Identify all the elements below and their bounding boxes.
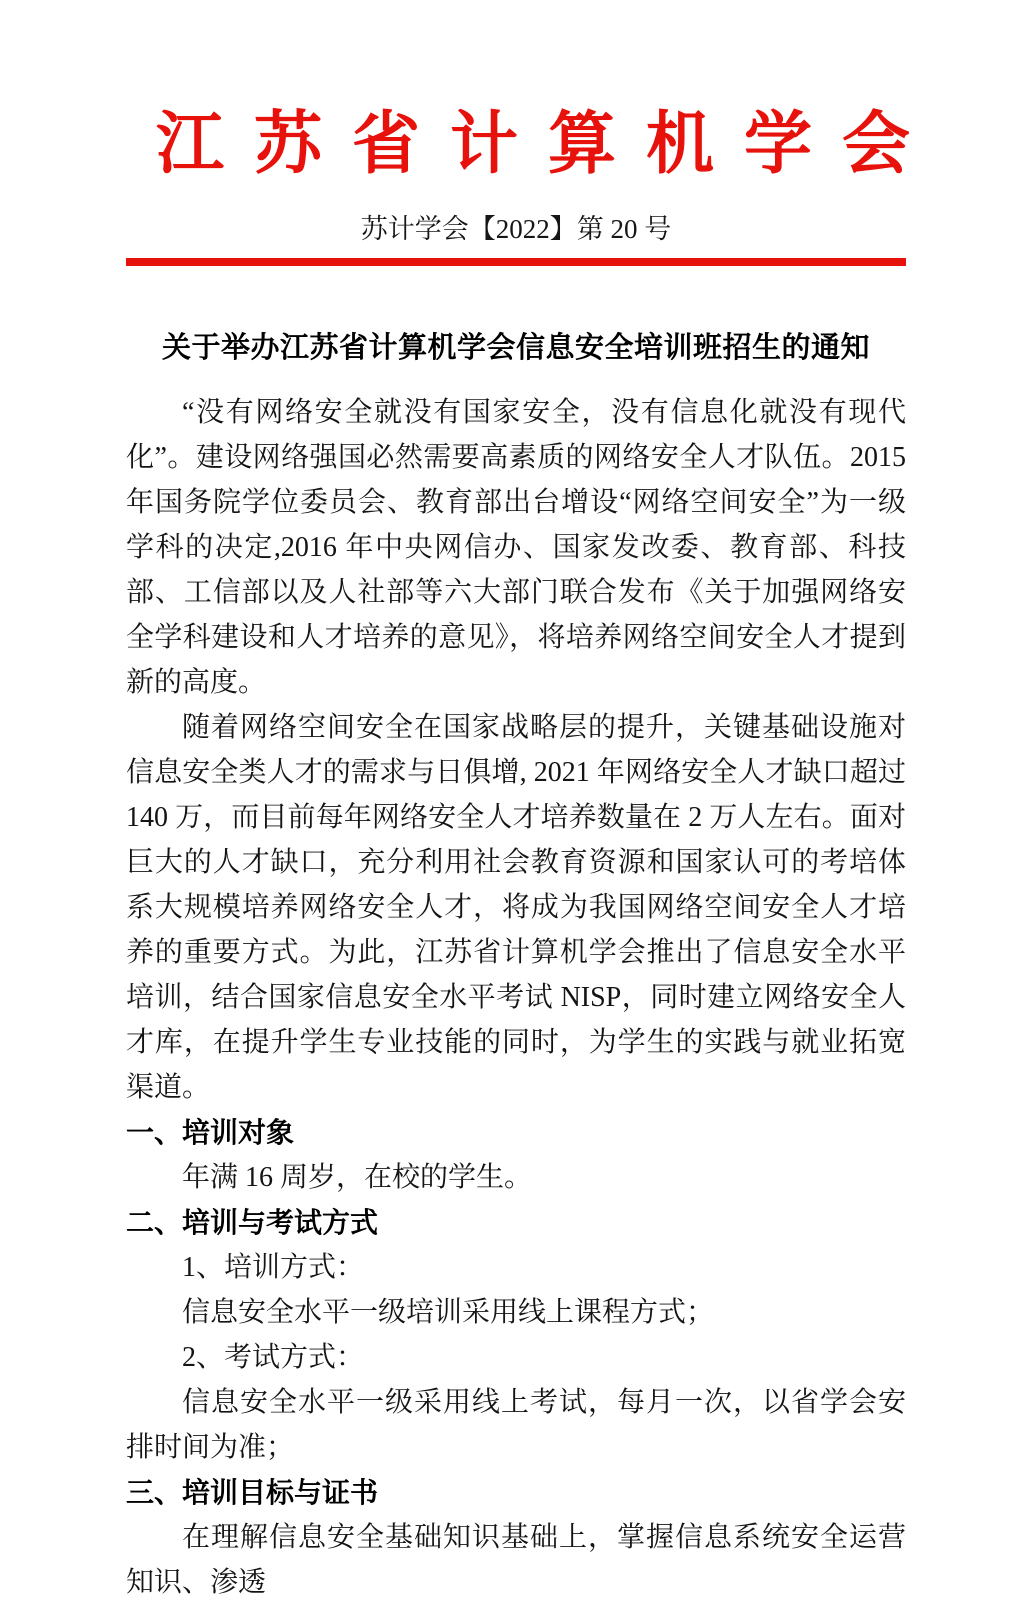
section-heading-goal-certificate: 三、培训目标与证书 (126, 1477, 379, 1508)
subitem-exam-method-label: 2、考试方式： (182, 1342, 365, 1373)
notice-title: 关于举办江苏省计算机学会信息安全培训班招生的通知 (161, 332, 870, 364)
paragraph-exam-method: 信息安全水平一级采用线上考试，每月一次，以省学会安排时间为准； (126, 1387, 906, 1463)
paragraph-eligibility: 年满 16 周岁，在校的学生。 (182, 1162, 533, 1193)
paragraph-goal-certificate: 在理解信息安全基础知识基础上，掌握信息系统安全运营知识、渗透 (126, 1522, 906, 1598)
subitem-training-method-label: 1、培训方式： (182, 1252, 365, 1283)
red-divider-rule (126, 258, 906, 266)
paragraph-intro-policy: “没有网络安全就没有国家安全，没有信息化就没有现代化”。建设网络强国必然需要高素质的网络安全人才队伍。2015 年国务院学位委员会、教育部出台增设“网络空间安全”为一级学科的决定,2016 年中央网信办、国家发改委、教育部、科技部、工信部以及人社部等六大部门联合发布《关于加强网络安全学科建设和人才培养的意见》，将培养网络空间安全人才提到新的高度。 (126, 397, 906, 698)
paragraph-training-method: 信息安全水平一级培训采用线上课程方式； (182, 1297, 715, 1328)
section-heading-training-exam-method: 二、培训与考试方式 (126, 1207, 379, 1238)
letterhead-org-name: 江苏省计算机学会 (156, 106, 941, 182)
paragraph-talent-gap: 随着网络空间安全在国家战略层的提升，关键基础设施对信息安全类人才的需求与日俱增, 2021 年网络安全人才缺口超过 140 万，而目前每年网络安全人才培养数量在 2 万人左右。面对巨大的人才缺口，充分利用社会教育资源和国家认可的考培体系大规模培养网络安全人才，将成为我国网络空间安全人才培养的重要方式。为此，江苏省计算机学会推出了信息安全水平培训，结合国家信息安全水平考试 NISP，同时建立网络安全人才库，在提升学生专业技能的同时，为学生的实践与就业拓宽渠道。 (126, 712, 906, 1103)
section-heading-training-target: 一、培训对象 (126, 1117, 295, 1148)
notice-body (126, 390, 906, 1605)
document-page (126, 0, 941, 1605)
document-number: 苏计学会【2022】第 20 号 (360, 214, 672, 244)
